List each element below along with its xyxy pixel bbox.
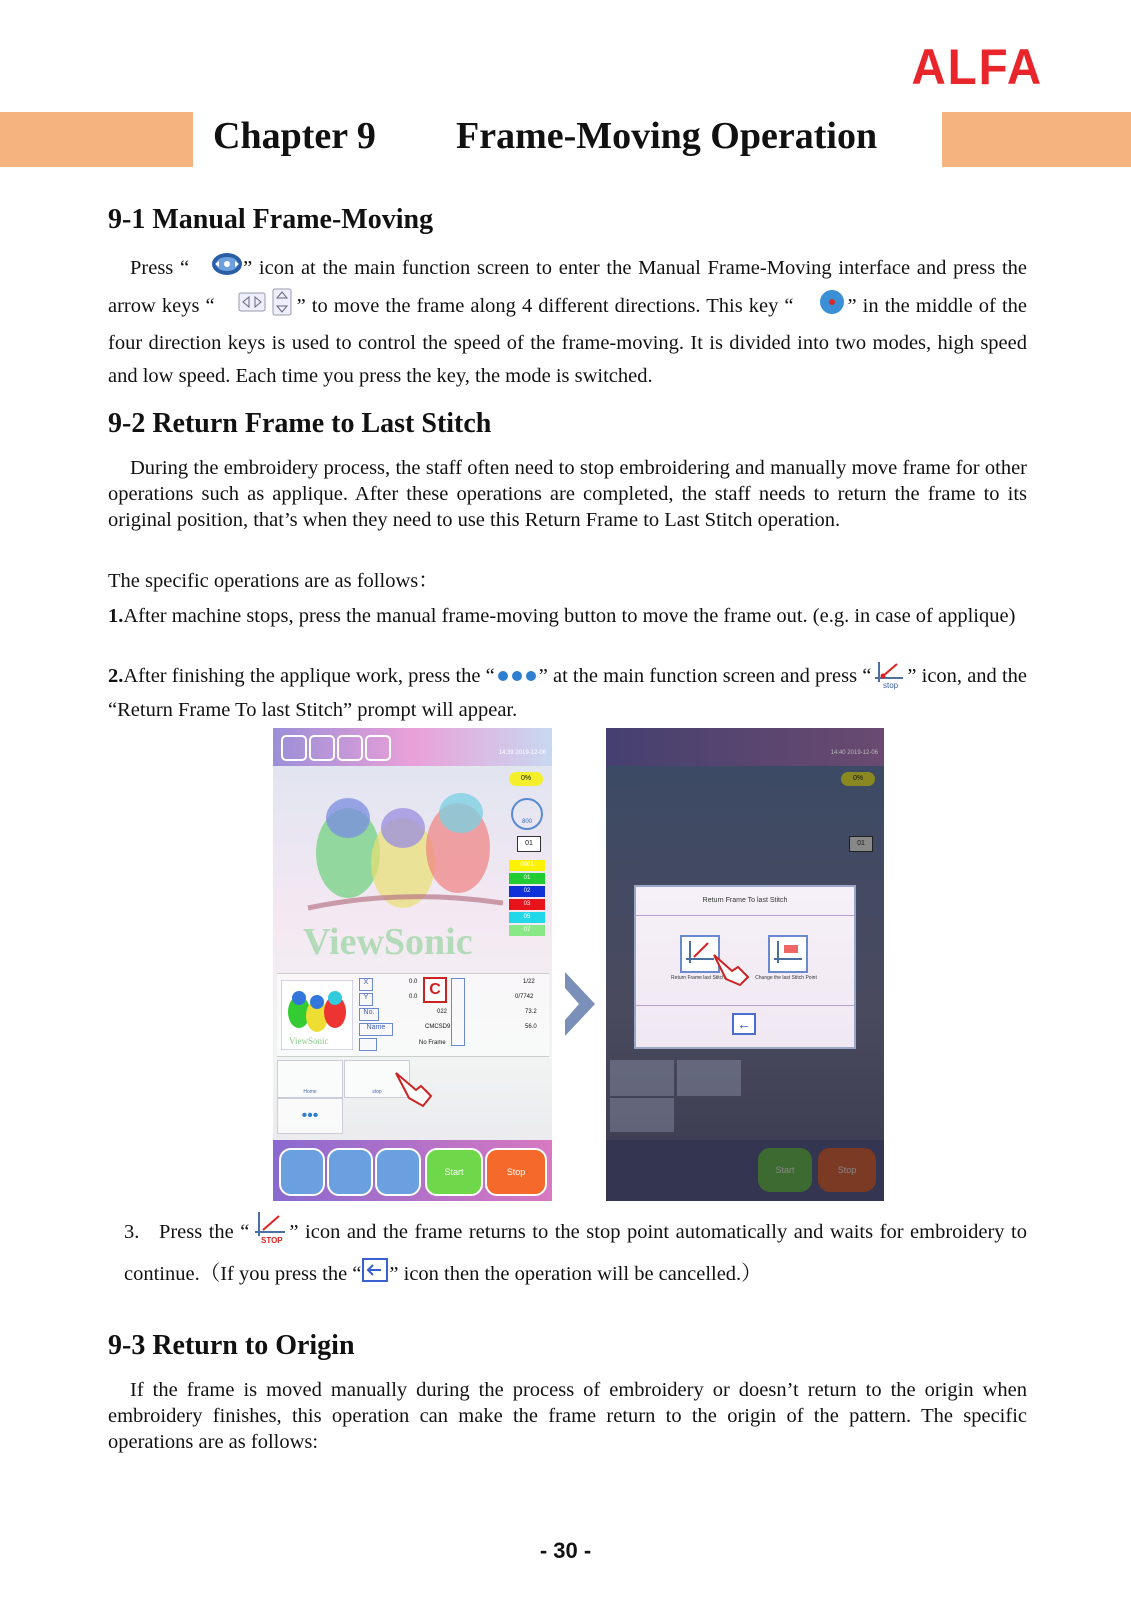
color-swatch: 02 <box>509 886 545 897</box>
speed-button[interactable] <box>279 1148 325 1196</box>
adjust-arrows[interactable] <box>451 978 465 1046</box>
x-label: X <box>359 978 373 991</box>
arrow-keys-icon <box>215 288 297 327</box>
stat-stitch-index: 1/22 <box>523 979 535 985</box>
step-1 <box>108 603 1027 629</box>
y-label: Y <box>359 993 373 1006</box>
color-swatch: 03 <box>509 899 545 910</box>
frame-move-button[interactable] <box>375 1148 421 1196</box>
toolbar-icon-4[interactable] <box>365 735 391 761</box>
stat-stitch-count: 0/7742 <box>515 994 534 1000</box>
color-swatch: 07 <box>509 925 545 936</box>
step-number: 1. <box>108 605 124 627</box>
progress-percent: 0% <box>509 772 543 786</box>
section-heading-9-2: 9-2 Return Frame to Last Stitch <box>108 408 492 439</box>
stop-icon-label: STOP <box>261 1236 284 1245</box>
needle-number: 01 <box>517 836 541 852</box>
c-button[interactable]: C <box>423 977 447 1003</box>
dialog-title: Return Frame To last Stitch <box>702 897 788 904</box>
step-text: After machine stops, press the manual frame-moving button to move the frame out. (e.g. in case of applique) <box>123 605 1016 627</box>
start-button[interactable]: Start <box>425 1148 483 1196</box>
stop-icon-label: stop <box>883 681 899 690</box>
scissors-button[interactable] <box>327 1148 373 1196</box>
text-fragment: After finishing the applique work, press the “ <box>123 665 495 688</box>
alfa-logo: ALFA <box>911 39 1044 95</box>
section-heading-9-3: 9-3 Return to Origin <box>108 1330 355 1361</box>
chapter-title: Frame-Moving Operation <box>456 115 878 157</box>
frame-move-icon <box>189 251 243 288</box>
toolbar-icon-1[interactable] <box>281 735 307 761</box>
frame-status: No Frame <box>419 1040 446 1046</box>
camera-icon[interactable] <box>359 1038 377 1051</box>
header-band-right <box>942 112 1131 167</box>
text-fragment: ” in the middle of the four direction keys is used to control the speed of the frame-moving. It is divided into two modes, high speed and low speed. Each time you press the key, the mode is switched. <box>108 295 1027 387</box>
info-panel <box>277 973 549 1057</box>
home-button[interactable]: Home <box>277 1060 343 1098</box>
text-fragment: ” icon then the operation will be cancelled.） <box>389 1263 762 1286</box>
color-swatch: 05 <box>509 912 545 923</box>
screenshot-dialog-screen <box>606 728 884 1201</box>
toolbar-icon-2[interactable] <box>309 735 335 761</box>
progress-percent: 0% <box>841 772 875 786</box>
step-3 <box>124 1210 1027 1294</box>
stat-width: 73.2 <box>525 1009 537 1015</box>
return-frame-dialog <box>634 885 856 1049</box>
no-label: No. <box>359 1008 379 1021</box>
clock-readout: 14:40 2019-12-06 <box>830 750 878 756</box>
color-swatch: 01 <box>509 873 545 884</box>
more-button-dim <box>610 1098 674 1132</box>
section-9-2-intro: During the embroidery process, the staff often need to stop embroidering and manually move frame for other operations such as applique. After these operations are completed, the staff needs to return the frame to its original position, that’s when they need to use this Return Frame to Last Stitch operation. <box>108 457 1027 531</box>
change-stitch-option-label: Change the last Stitch Point <box>755 975 817 981</box>
top-bar <box>606 728 884 766</box>
speed-gauge[interactable]: 800 <box>511 798 543 830</box>
watermark: ViewSonic <box>303 921 473 963</box>
change-stitch-option[interactable] <box>768 935 808 973</box>
stop-return-icon <box>871 658 907 697</box>
needle-number: 01 <box>849 836 873 852</box>
page-number: - 30 - <box>539 1538 592 1563</box>
text-fragment: ” icon at the main function screen to enter the Manual Frame-Moving interface and press the arrow keys “ <box>108 257 1027 318</box>
no-value: 022 <box>437 1009 448 1015</box>
change-stop-icon <box>770 937 806 971</box>
color-swatch: 0001 <box>509 860 545 871</box>
text-fragment: ” at the main function screen and press “ <box>538 665 872 688</box>
hand-pointer-icon <box>391 1068 441 1108</box>
chapter-number: Chapter 9 <box>213 115 376 157</box>
name-value: CMCSD9 <box>425 1024 451 1030</box>
speed-key-icon <box>794 289 848 326</box>
color-list <box>509 860 545 938</box>
next-arrow-icon <box>559 968 603 1040</box>
header-band-left <box>0 112 193 167</box>
operations-intro: The specific operations are as follows： <box>108 570 439 592</box>
thumbnail-watermark: ViewSonic <box>289 1036 329 1046</box>
screenshot-main-screen <box>273 728 552 1201</box>
cancel-return-icon <box>361 1257 389 1294</box>
return-frame-option-label: Return Frame last Stitch <box>671 975 725 981</box>
pattern-thumbnail <box>281 980 353 1050</box>
y-value: 0.0 <box>409 994 418 1000</box>
stat-height: 56.0 <box>525 1024 537 1030</box>
return-stop-icon <box>249 1210 289 1257</box>
clock-readout: 14:39 2019-12-06 <box>498 750 546 756</box>
stop-button-dim-label: Stop <box>818 1148 876 1192</box>
step-number: 2. <box>108 665 124 688</box>
stop-button-dim <box>677 1060 741 1096</box>
section-heading-9-1: 9-1 Manual Frame-Moving <box>108 204 434 235</box>
dialog-divider <box>636 915 854 916</box>
name-label: Name <box>359 1023 393 1036</box>
section-9-3-text: If the frame is moved manually during the process of embroidery or doesn’t return to the origin when embroidery finishes, this operation can make the frame return to the origin of the pattern. The specific operations are as follows: <box>108 1379 1027 1453</box>
hand-pointer-icon <box>710 951 754 987</box>
step-number: 3. <box>124 1221 140 1244</box>
stop-button[interactable]: Stop <box>485 1148 547 1196</box>
step-2 <box>108 658 1027 723</box>
start-button-dim: Start <box>758 1148 812 1192</box>
home-button-dim <box>610 1060 674 1096</box>
text-fragment: ” icon, and the “Return Frame To last Stitch” prompt will appear. <box>108 665 1027 721</box>
section-9-1-text <box>108 251 1027 393</box>
text-fragment: ” to move the frame along 4 different directions. This key “ <box>296 295 794 318</box>
parrots-illustration <box>303 773 503 923</box>
dialog-divider <box>636 1005 854 1006</box>
more-button[interactable]: ••• <box>277 1098 343 1134</box>
more-dots-icon <box>495 665 539 691</box>
toolbar-icon-3[interactable] <box>337 735 363 761</box>
return-stop-button[interactable]: stop <box>344 1060 410 1098</box>
x-value: 0.0 <box>409 979 418 985</box>
text-fragment: Press the “ <box>158 1221 250 1244</box>
text-fragment: ” icon and the frame returns to the stop point automatically and waits for embroidery to continue.（If you press the “ <box>124 1221 1027 1286</box>
cancel-return-icon[interactable]: ← <box>732 1013 756 1035</box>
text-fragment: Press “ <box>130 257 190 280</box>
